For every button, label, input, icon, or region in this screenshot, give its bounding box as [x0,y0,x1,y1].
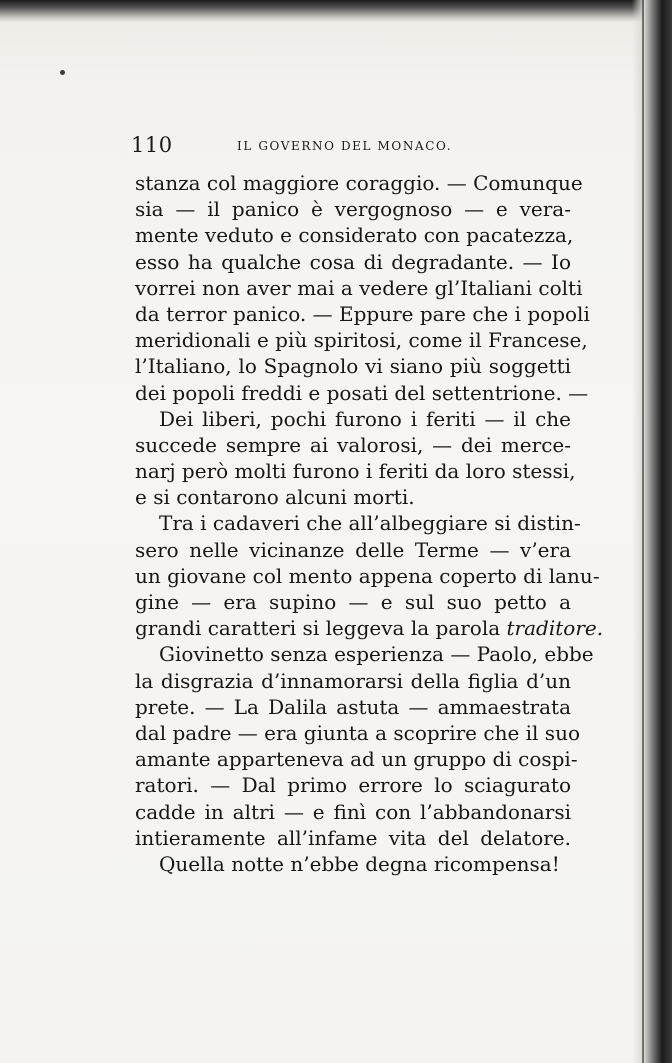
text-line: amante apparteneva ad un gruppo di cospi- [135,747,578,772]
text-line: da terror panico. — Eppure pare che i popoli [135,301,590,326]
text-line: stanza col maggiore coraggio. — Comunque [135,171,583,195]
text-line: un giovane col mento appena coperto di lanu- [135,563,600,588]
text-line: Dei liberi, pochi furono i feriti — il che [159,406,571,431]
text-line: dei popoli freddi e posati del settentrione. — [135,380,589,405]
text-line: narj però molti furono i feriti da loro stessi, [135,459,576,484]
text-line: sero nelle vicinanze delle Terme — v’era [135,537,571,562]
text-line: gine — era supino — e sul suo petto a [135,590,571,614]
text-line: l’Italiano, lo Spagnolo vi siano più soggetti [135,354,571,379]
text-line: mente veduto e considerato con pacatezza, [135,223,574,248]
scan-right-edge [632,0,672,1063]
text-line: succede sempre ai valorosi, — dei merce- [135,432,571,457]
text-line: Quella notte n’ebbe degna ricompensa! [159,851,560,876]
ink-speck [60,70,65,75]
page-header [131,133,571,163]
text-line: dal padre — era giunta a scoprire che il suo [135,720,580,745]
text-line: Tra i cadaveri che all’albeggiare si distin- [159,511,581,536]
text-line: ratori. — Dal primo errore lo sciagurato [135,773,571,798]
body-text [135,170,604,877]
text-line: vorrei non aver mai a vedere gl’Italiani colti [135,275,583,300]
text-line: meridionali e più spiritosi, come il Francese, [135,328,588,353]
page-number: 110 [131,133,173,157]
text-line: Giovinetto senza esperienza — Paolo, ebbe [159,642,594,667]
scan-top-shadow [0,0,672,22]
text-line: prete. — La Dalila astuta — ammaestrata [135,694,571,719]
text-line: sia — il panico è vergognoso — e vera- [135,197,571,222]
text-line: cadde in altri — e finì con l’abbandonarsi [135,799,571,824]
running-head: IL GOVERNO DEL MONACO. [237,139,453,153]
text-line: e si contarono alcuni morti. [135,485,415,510]
text-line: esso ha qualche cosa di degradante. — Io [135,249,571,274]
text-line: grandi caratteri si leggeva la parola traditore. [135,616,604,641]
page-edge-line [642,0,644,1063]
text-line: la disgrazia d’innamorarsi della figlia d’un [135,668,571,693]
text-line: intieramente all’infame vita del delatore. [135,825,571,850]
